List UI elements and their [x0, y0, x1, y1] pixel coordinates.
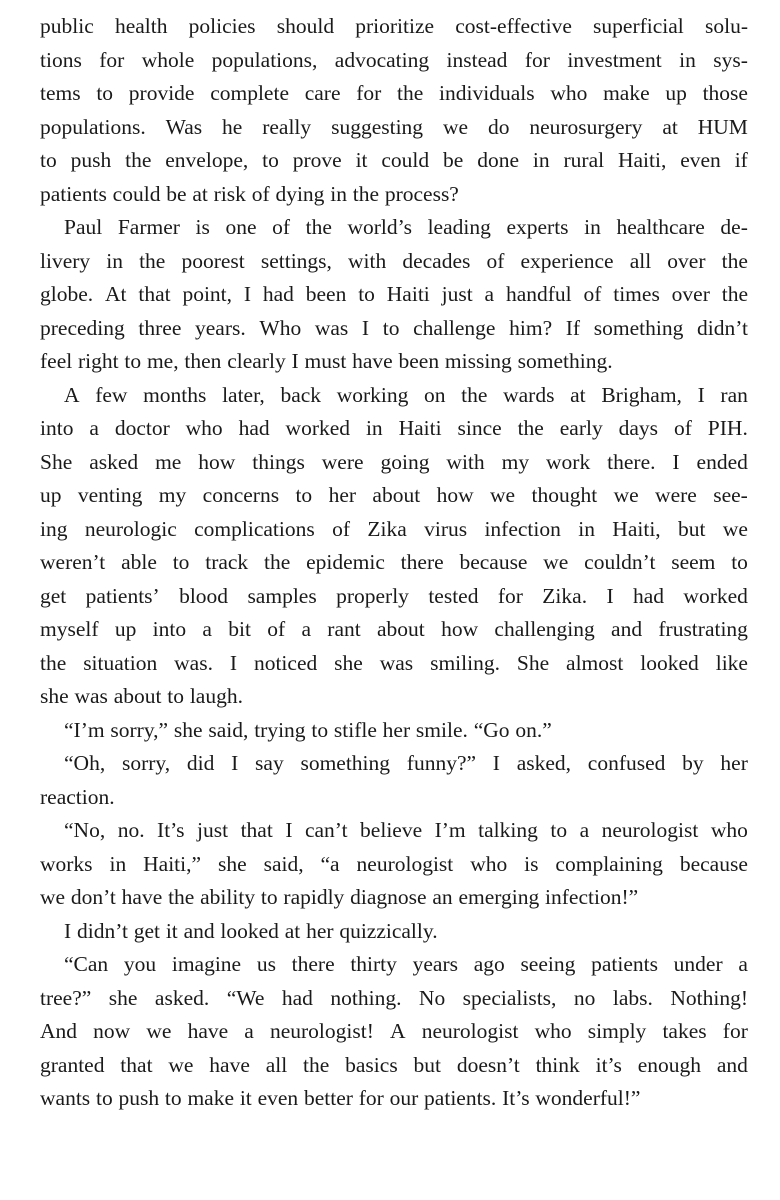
text-line: populations. Was he really suggesting we do neurosurgery at HUM — [40, 114, 748, 139]
text-line: feel right to me, then clearly I must have been missing something. — [40, 349, 613, 373]
text-line: “I’m sorry,” she said, trying to stifle her smile. “Go on.” — [64, 717, 552, 742]
text-line: preceding three years. Who was I to challenge him? If something didn’t — [40, 315, 748, 340]
text-line: granted that we have all the basics but doesn’t think it’s enough and — [40, 1052, 748, 1077]
paragraph — [40, 915, 748, 949]
text-line: tems to provide complete care for the individuals who make up those — [40, 81, 748, 105]
text-line: patients could be at risk of dying in the process? — [40, 181, 459, 206]
text-line: weren’t able to track the epidemic there because we couldn’t seem to — [40, 550, 748, 574]
text-line: to push the envelope, to prove it could be done in rural Haiti, even if — [40, 148, 748, 172]
text-line: livery in the poorest settings, with decades of experience all over the — [40, 248, 748, 273]
text-line: myself up into a bit of a rant about how challenging and frustrating — [40, 617, 748, 641]
paragraph — [40, 747, 748, 814]
text-line: Paul Farmer is one of the world’s leading experts in healthcare de- — [64, 215, 748, 239]
paragraph — [40, 814, 748, 915]
text-line: I didn’t get it and looked at her quizzically. — [64, 918, 438, 943]
text-line: And now we have a neurologist! A neurologist who simply takes for — [40, 1019, 748, 1043]
text-line: tree?” she asked. “We had nothing. No specialists, no labs. Nothing! — [40, 985, 748, 1010]
text-line: ing neurologic complications of Zika virus infection in Haiti, but we — [40, 516, 748, 541]
book-page — [40, 10, 748, 1116]
text-line: She asked me how things were going with my work there. I ended — [40, 449, 748, 474]
text-line: get patients’ blood samples properly tested for Zika. I had worked — [40, 583, 748, 608]
text-line: wants to push to make it even better for our patients. It’s wonderful!” — [40, 1086, 641, 1110]
paragraph — [40, 714, 748, 748]
text-line: she was about to laugh. — [40, 684, 243, 708]
text-line: “Oh, sorry, did I say something funny?” I asked, confused by her — [64, 751, 748, 775]
text-line: we don’t have the ability to rapidly diagnose an emerging infection!” — [40, 885, 639, 909]
text-line: “No, no. It’s just that I can’t believe I’m talking to a neurologist who — [64, 818, 748, 842]
text-line: A few months later, back working on the wards at Brigham, I ran — [64, 382, 748, 407]
text-line: tions for whole populations, advocating instead for investment in sys- — [40, 47, 748, 72]
text-line: into a doctor who had worked in Haiti since the early days of PIH. — [40, 416, 748, 440]
text-line: reaction. — [40, 784, 115, 809]
paragraph — [40, 379, 748, 714]
paragraph — [40, 948, 748, 1116]
text-line: the situation was. I noticed she was smiling. She almost looked like — [40, 650, 748, 675]
text-line: up venting my concerns to her about how we thought we were see- — [40, 483, 748, 507]
paragraph — [40, 211, 748, 379]
text-line: works in Haiti,” she said, “a neurologist who is complaining because — [40, 851, 748, 876]
text-line: public health policies should prioritize cost-effective superficial solu- — [40, 14, 748, 38]
paragraph — [40, 10, 748, 211]
text-line: globe. At that point, I had been to Haiti just a handful of times over the — [40, 282, 748, 306]
text-line: “Can you imagine us there thirty years ago seeing patients under a — [64, 952, 748, 976]
